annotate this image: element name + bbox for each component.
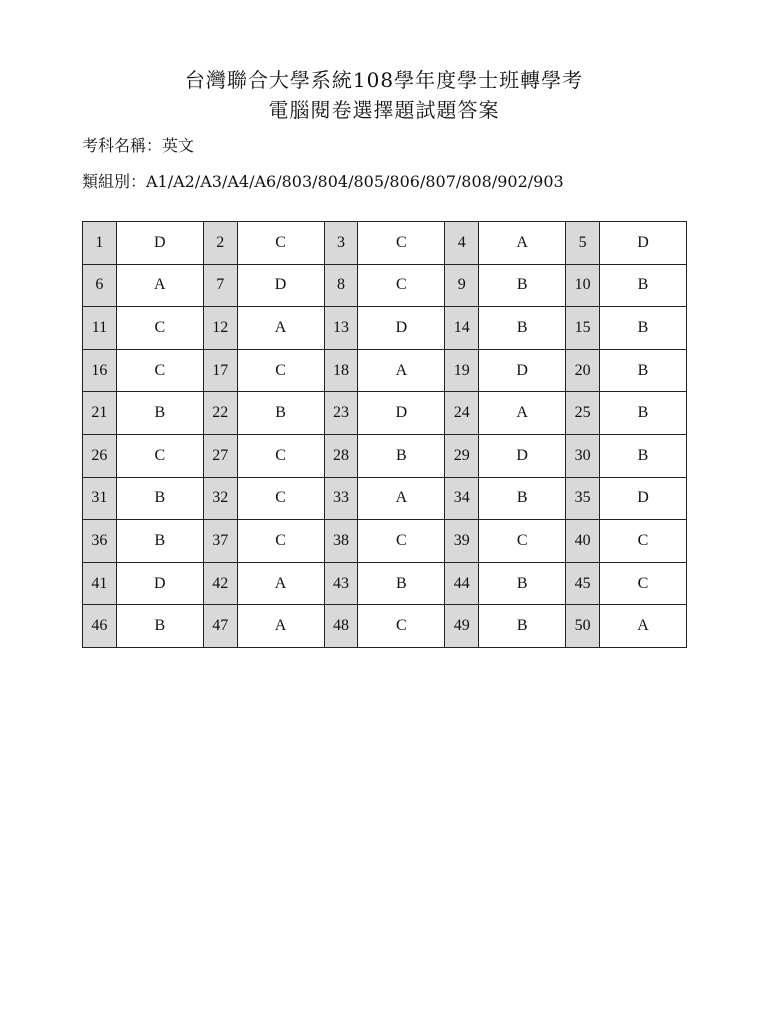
answer-table xyxy=(82,221,687,648)
question-number-cell: 4 xyxy=(445,222,479,265)
question-number-cell: 31 xyxy=(83,477,117,520)
question-number-cell: 33 xyxy=(324,477,358,520)
question-number-cell: 32 xyxy=(203,477,237,520)
question-number-cell: 29 xyxy=(445,434,479,477)
question-number-cell: 3 xyxy=(324,222,358,265)
answer-cell: B xyxy=(116,605,203,648)
answer-cell: A xyxy=(116,264,203,307)
answer-cell: A xyxy=(358,477,445,520)
answer-cell: D xyxy=(599,222,686,265)
answer-cell: C xyxy=(358,264,445,307)
question-number-cell: 48 xyxy=(324,605,358,648)
question-number-cell: 30 xyxy=(566,434,600,477)
answer-cell: B xyxy=(599,434,686,477)
question-number-cell: 46 xyxy=(83,605,117,648)
table-row xyxy=(83,477,687,520)
question-number-cell: 36 xyxy=(83,520,117,563)
question-number-cell: 11 xyxy=(83,307,117,350)
answer-cell: D xyxy=(358,307,445,350)
subject-label: 考科名稱：英文 xyxy=(82,136,195,155)
answer-cell: B xyxy=(116,392,203,435)
question-number-cell: 15 xyxy=(566,307,600,350)
question-number-cell: 16 xyxy=(83,349,117,392)
question-number-cell: 8 xyxy=(324,264,358,307)
answer-cell: B xyxy=(479,477,566,520)
groups-label: 類組別：A1/A2/A3/A4/A6/803/804/805/806/807/808/902/903 xyxy=(82,172,564,191)
answer-cell: C xyxy=(479,520,566,563)
answer-cell: B xyxy=(599,264,686,307)
question-number-cell: 22 xyxy=(203,392,237,435)
table-row xyxy=(83,520,687,563)
answer-cell: C xyxy=(237,520,324,563)
question-number-cell: 38 xyxy=(324,520,358,563)
answer-cell: D xyxy=(479,434,566,477)
answer-cell: A xyxy=(599,605,686,648)
question-number-cell: 9 xyxy=(445,264,479,307)
answer-cell: B xyxy=(116,477,203,520)
question-number-cell: 7 xyxy=(203,264,237,307)
question-number-cell: 47 xyxy=(203,605,237,648)
question-number-cell: 43 xyxy=(324,562,358,605)
question-number-cell: 14 xyxy=(445,307,479,350)
question-number-cell: 21 xyxy=(83,392,117,435)
question-number-cell: 35 xyxy=(566,477,600,520)
answer-cell: A xyxy=(237,605,324,648)
question-number-cell: 40 xyxy=(566,520,600,563)
answer-cell: C xyxy=(116,349,203,392)
answer-cell: B xyxy=(599,307,686,350)
table-row xyxy=(83,222,687,265)
answer-cell: C xyxy=(358,222,445,265)
question-number-cell: 39 xyxy=(445,520,479,563)
question-number-cell: 34 xyxy=(445,477,479,520)
table-row xyxy=(83,307,687,350)
question-number-cell: 10 xyxy=(566,264,600,307)
answer-cell: D xyxy=(116,222,203,265)
question-number-cell: 13 xyxy=(324,307,358,350)
answer-table-body xyxy=(83,222,687,648)
table-row xyxy=(83,605,687,648)
question-number-cell: 12 xyxy=(203,307,237,350)
answer-cell: B xyxy=(358,434,445,477)
question-number-cell: 1 xyxy=(83,222,117,265)
answer-cell: B xyxy=(479,264,566,307)
answer-cell: A xyxy=(479,392,566,435)
question-number-cell: 27 xyxy=(203,434,237,477)
question-number-cell: 26 xyxy=(83,434,117,477)
answer-cell: B xyxy=(358,562,445,605)
answer-cell: C xyxy=(237,477,324,520)
answer-cell: D xyxy=(599,477,686,520)
table-row xyxy=(83,264,687,307)
question-number-cell: 5 xyxy=(566,222,600,265)
answer-cell: C xyxy=(116,307,203,350)
answer-cell: B xyxy=(116,520,203,563)
answer-cell: C xyxy=(599,562,686,605)
question-number-cell: 20 xyxy=(566,349,600,392)
answer-cell: C xyxy=(599,520,686,563)
answer-cell: C xyxy=(237,222,324,265)
question-number-cell: 41 xyxy=(83,562,117,605)
question-number-cell: 23 xyxy=(324,392,358,435)
answer-cell: D xyxy=(116,562,203,605)
answer-cell: A xyxy=(358,349,445,392)
question-number-cell: 28 xyxy=(324,434,358,477)
answer-cell: D xyxy=(479,349,566,392)
answer-cell: C xyxy=(358,605,445,648)
table-row xyxy=(83,392,687,435)
table-row xyxy=(83,434,687,477)
question-number-cell: 24 xyxy=(445,392,479,435)
document-subtitle: 電腦閱卷選擇題試題答案 xyxy=(268,98,500,122)
answer-cell: D xyxy=(237,264,324,307)
question-number-cell: 2 xyxy=(203,222,237,265)
question-number-cell: 44 xyxy=(445,562,479,605)
question-number-cell: 6 xyxy=(83,264,117,307)
answer-cell: A xyxy=(479,222,566,265)
answer-cell: B xyxy=(479,307,566,350)
answer-cell: B xyxy=(479,605,566,648)
answer-cell: A xyxy=(237,307,324,350)
question-number-cell: 49 xyxy=(445,605,479,648)
question-number-cell: 18 xyxy=(324,349,358,392)
question-number-cell: 37 xyxy=(203,520,237,563)
answer-cell: B xyxy=(237,392,324,435)
answer-cell: B xyxy=(599,349,686,392)
document-title: 台灣聯合大學系統108學年度學士班轉學考 xyxy=(184,68,584,92)
question-number-cell: 50 xyxy=(566,605,600,648)
question-number-cell: 19 xyxy=(445,349,479,392)
answer-cell: B xyxy=(479,562,566,605)
answer-cell: C xyxy=(358,520,445,563)
table-row xyxy=(83,349,687,392)
answer-cell: C xyxy=(237,349,324,392)
question-number-cell: 25 xyxy=(566,392,600,435)
answer-cell: C xyxy=(237,434,324,477)
question-number-cell: 45 xyxy=(566,562,600,605)
answer-cell: D xyxy=(358,392,445,435)
table-row xyxy=(83,562,687,605)
question-number-cell: 42 xyxy=(203,562,237,605)
question-number-cell: 17 xyxy=(203,349,237,392)
answer-cell: A xyxy=(237,562,324,605)
answer-cell: C xyxy=(116,434,203,477)
answer-cell: B xyxy=(599,392,686,435)
